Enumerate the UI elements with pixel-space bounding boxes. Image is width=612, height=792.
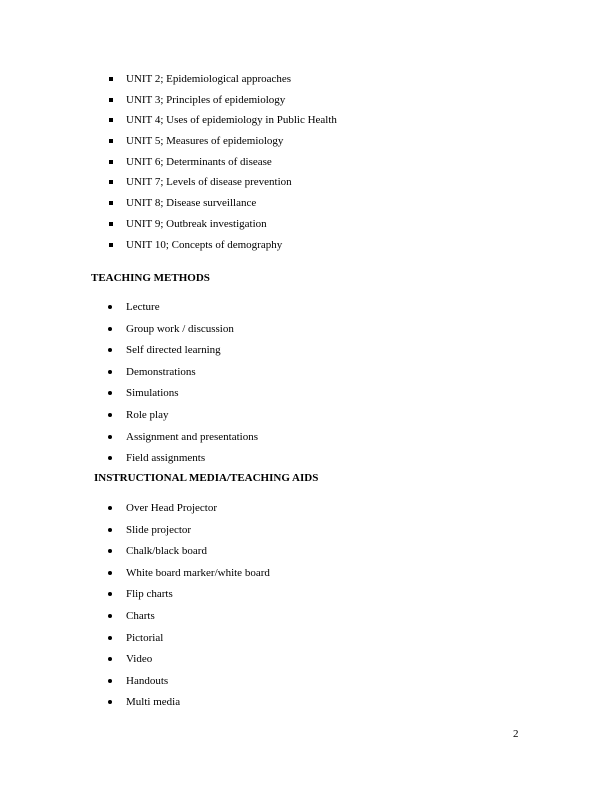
round-bullet-icon [108,456,112,460]
list-item [0,672,612,694]
list-item [0,428,612,450]
list-item-label: White board marker/white board [126,566,270,579]
round-bullet-icon [108,571,112,575]
unit-item [0,153,612,174]
list-item-label: Flip charts [126,588,173,601]
round-bullet-icon [108,327,112,331]
list-item [0,449,612,471]
page-number: 2 [513,728,519,740]
list-item-label: Pictorial [126,631,164,644]
unit-label: UNIT 4; Uses of epidemiology in Public Health [126,114,337,127]
list-item [0,406,612,428]
square-bullet-icon [109,222,113,226]
square-bullet-icon [109,139,113,143]
round-bullet-icon [108,348,112,352]
round-bullet-icon [108,305,112,309]
list-item [0,629,612,651]
instructional-media-list [0,499,612,715]
unit-label: UNIT 7; Levels of disease prevention [126,176,292,189]
list-item [0,499,612,521]
round-bullet-icon [108,549,112,553]
teaching-methods-list [0,298,612,471]
list-item-label: Chalk/black board [126,545,207,558]
list-item-label: Group work / discussion [126,322,234,335]
list-item [0,521,612,543]
square-bullet-icon [109,77,113,81]
list-item [0,564,612,586]
unit-label: UNIT 8; Disease surveillance [126,197,257,210]
round-bullet-icon [108,636,112,640]
list-item [0,650,612,672]
unit-item [0,132,612,153]
unit-label: UNIT 9; Outbreak investigation [126,217,267,230]
unit-item [0,111,612,132]
list-item [0,298,612,320]
round-bullet-icon [108,614,112,618]
unit-item [0,91,612,112]
list-item-label: Simulations [126,387,179,400]
list-item-label: Field assignments [126,452,206,465]
list-item-label: Assignment and presentations [126,430,258,443]
list-item-label: Over Head Projector [126,502,218,514]
list-item-label: Lecture [126,301,160,313]
unit-item [0,70,612,91]
unit-item [0,194,612,215]
unit-label: UNIT 2; Epidemiological approaches [126,73,292,85]
list-item [0,363,612,385]
unit-label: UNIT 3; Principles of epidemiology [126,93,286,106]
square-bullet-icon [109,98,113,102]
instructional-media-heading: INSTRUCTIONAL MEDIA/TEACHING AIDS [94,472,319,484]
list-item-label: Charts [126,609,155,622]
list-item-label: Role play [126,408,169,421]
square-bullet-icon [109,201,113,205]
round-bullet-icon [108,657,112,661]
list-item-label: Multi media [126,696,181,709]
square-bullet-icon [109,160,113,164]
unit-item [0,236,612,257]
round-bullet-icon [108,370,112,374]
list-item [0,585,612,607]
round-bullet-icon [108,391,112,395]
unit-item [0,173,612,194]
list-item [0,542,612,564]
list-item [0,607,612,629]
list-item-label: Handouts [126,674,169,687]
list-item [0,320,612,342]
list-item-label: Demonstrations [126,365,196,378]
round-bullet-icon [108,435,112,439]
round-bullet-icon [108,506,112,510]
round-bullet-icon [108,413,112,417]
units-list [0,70,612,256]
square-bullet-icon [109,180,113,184]
unit-label: UNIT 6; Determinants of disease [126,155,272,168]
list-item [0,693,612,715]
unit-item [0,215,612,236]
teaching-methods-heading: TEACHING METHODS [91,272,210,284]
round-bullet-icon [108,679,112,683]
list-item-label: Slide projector [126,523,192,536]
unit-label: UNIT 10; Concepts of demography [126,238,283,251]
list-item [0,384,612,406]
list-item-label: Video [126,653,153,666]
list-item [0,341,612,363]
round-bullet-icon [108,528,112,532]
unit-label: UNIT 5; Measures of epidemiology [126,135,284,148]
round-bullet-icon [108,592,112,596]
square-bullet-icon [109,243,113,247]
list-item-label: Self directed learning [126,344,221,357]
square-bullet-icon [109,118,113,122]
round-bullet-icon [108,700,112,704]
